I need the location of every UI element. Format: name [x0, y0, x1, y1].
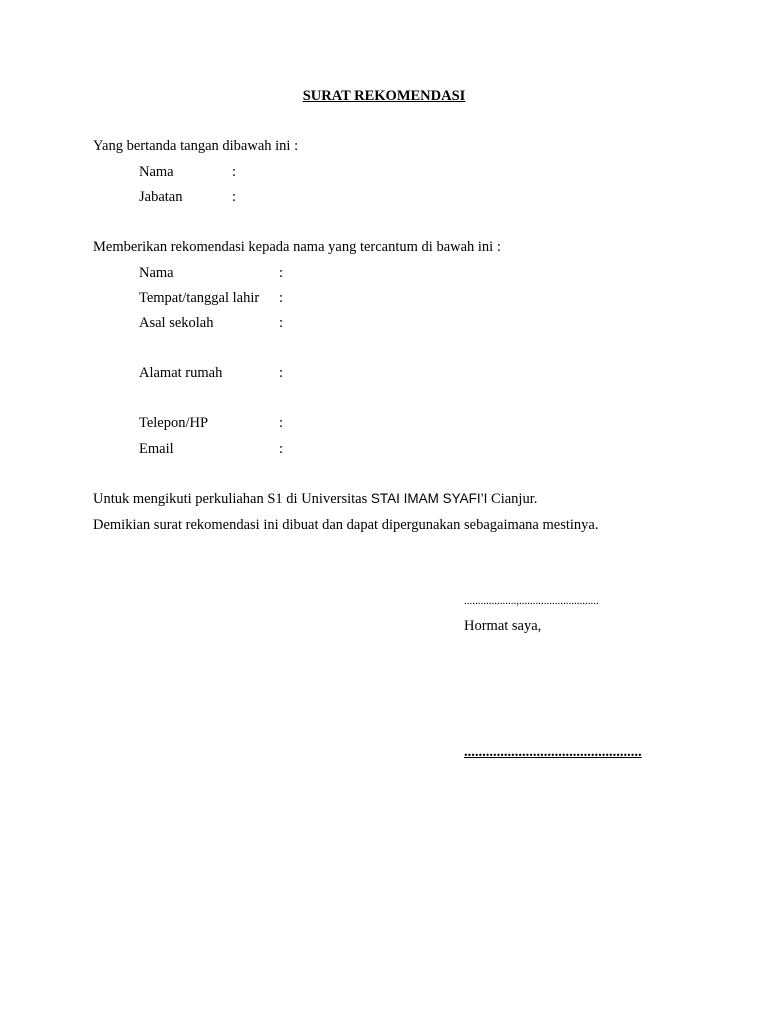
- closing-statement: Demikian surat rekomendasi ini dibuat dan dapat dipergunakan sebagaimana mestinya.: [93, 517, 599, 533]
- purpose-institution: STAI IMAM SYAFI’I: [370, 491, 488, 506]
- student-address-label: Alamat rumah: [139, 365, 223, 381]
- student-email-colon: :: [279, 441, 284, 457]
- purpose-prefix: Untuk mengikuti perkuliahan S1 di Universitas: [93, 491, 371, 507]
- intro-text: Yang bertanda tangan dibawah ini :: [93, 138, 299, 154]
- student-phone-colon: :: [279, 415, 284, 431]
- purpose-suffix: Cianjur.: [487, 491, 538, 507]
- regards-text: Hormat saya,: [464, 618, 542, 634]
- student-address-colon: :: [279, 365, 284, 381]
- signer-name-label: Nama: [139, 164, 174, 180]
- student-school-colon: :: [279, 315, 284, 331]
- student-phone-label: Telepon/HP: [139, 415, 209, 431]
- student-birth-label: Tempat/tanggal lahir: [139, 290, 260, 306]
- student-birth-colon: :: [279, 290, 284, 306]
- purpose-text: [93, 490, 537, 508]
- signer-position-label: Jabatan: [139, 189, 183, 205]
- student-name-colon: :: [279, 265, 284, 281]
- letter-title: SURAT REKOMENDASI: [302, 88, 466, 104]
- signer-name-colon: :: [232, 164, 237, 180]
- place-date-placeholder: ...................,.............................: [464, 595, 599, 607]
- signer-position-colon: :: [232, 189, 237, 205]
- recommendation-intro: Memberikan rekomendasi kepada nama yang tercantum di bawah ini :: [93, 239, 501, 255]
- signature-line: .................................................: [464, 744, 642, 760]
- student-name-label: Nama: [139, 265, 174, 281]
- student-school-label: Asal sekolah: [139, 315, 214, 331]
- student-email-label: Email: [139, 441, 174, 457]
